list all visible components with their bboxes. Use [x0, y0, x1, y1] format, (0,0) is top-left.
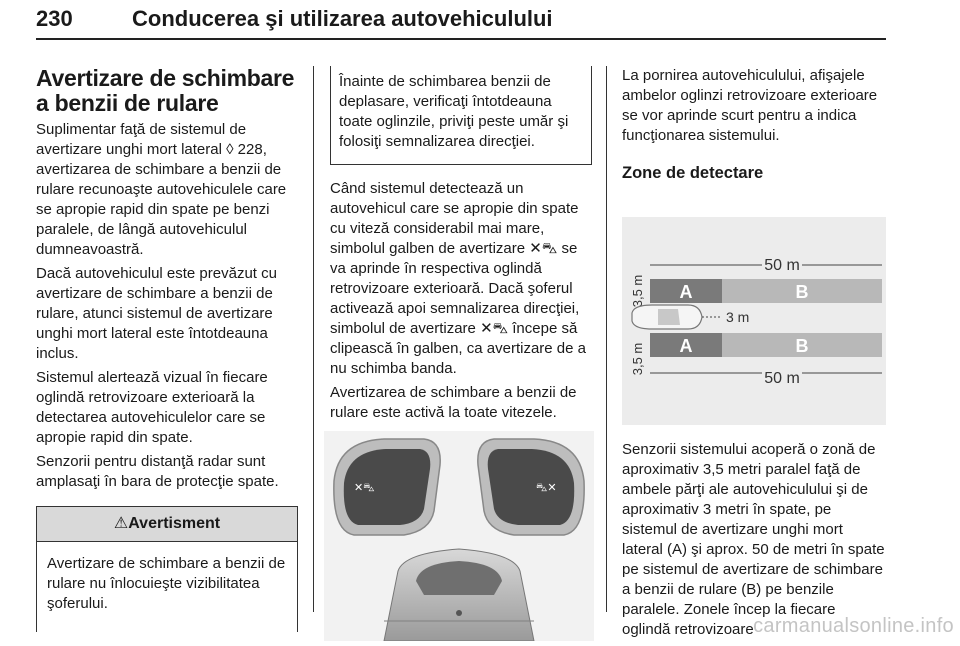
column-middle	[330, 66, 592, 646]
zone-a-label: A	[679, 282, 693, 302]
warning-box	[36, 506, 298, 632]
paragraph: Când sistemul detectează un autovehicul care se apropie din spate cu viteză considerabil mai mare, simbolul galben de avertizare ✕⛍ se va aprinde în respectiva oglindă retrovizoare exterioară. Dacă şoferul activează apoi semnalizarea direcţiei, simbolul de avertizare ✕⛍ începe să clipească în galben, ca avertizare de a nu schimba banda.	[330, 180, 586, 377]
page-header	[36, 4, 886, 44]
mirrors-illustration	[324, 431, 592, 646]
mirrors-image	[324, 431, 594, 641]
subsection-heading: Zone de detectare	[622, 164, 764, 182]
watermark: carmanualsonline.info	[753, 615, 954, 637]
warning-title: Avertisment	[128, 515, 221, 532]
paragraph: Avertizarea de schimbare a benzii de rulare este activă la toate vitezele.	[330, 384, 577, 421]
dist-35-bottom: 3,5 m	[630, 342, 645, 376]
paragraph: Suplimentar faţă de sistemul de avertizare unghi mort lateral ◊ 228, avertizarea de schimbare a benzii de rulare recunoaşte autovehiculele care se apropie rapid din spate pe benzi paralele, de lângă autovehiculul dumneavoastră.	[36, 121, 287, 258]
warning-text: Avertizare de schimbare a benzii de rulare nu înlocuieşte vizibilitatea şoferului.	[47, 555, 286, 612]
column-divider	[606, 66, 607, 612]
chapter-title: Conducerea şi utilizarea autovehiculului	[132, 6, 553, 31]
paragraph: Senzorii pentru distanţă radar sunt amplasaţi în bara de protecţie spate.	[36, 453, 279, 490]
section-heading: Avertizare de schimbare a benzii de rulare	[36, 65, 295, 116]
column-divider	[313, 66, 314, 612]
column-left	[36, 66, 298, 632]
zone-a-label: A	[679, 336, 693, 356]
paragraph: Dacă autovehiculul este prevăzut cu avertizare de schimbare a benzii de rulare, atunci sistemul de avertizare unghi mort lateral este întotdeauna inclus.	[36, 265, 277, 362]
header-rule	[36, 38, 886, 40]
paragraph: Sistemul alertează vizual în fiecare oglindă retrovizoare exterioară la detectarea autovehiculelor care se apropie rapid din spate.	[36, 369, 268, 446]
detection-zones-diagram	[622, 217, 886, 430]
dist-3: 3 m	[726, 309, 750, 325]
page-number: 230	[36, 6, 73, 31]
paragraph: Senzorii sistemului acoperă o zonă de aproximativ 3,5 metri paralel faţă de ambele părţi ale autovehiculului şi de aproximativ 3 metri în spate, pe sistemul de avertizare unghi mort lateral (A) şi aprox. 50 de metri în spate pe sistemul de avertizare de schimbare a benzii de rulare (B) pe benzile paralele. Zonele încep la fiecare oglindă retrovizoare	[622, 441, 885, 638]
note-text: Înainte de schimbarea benzii de deplasare, verificaţi întotdeauna toate oglinzile, priviţi peste umăr şi folosiţi semnalizarea direcţiei.	[339, 73, 569, 150]
zone-b-label: B	[795, 282, 809, 302]
warning-symbol-icon: ✕⛍	[354, 481, 375, 494]
paragraph: La pornirea autovehiculului, afişajele ambelor oglinzi retrovizoare exterioare se vor aprinde scurt pentru a indica funcţionarea sistemului.	[622, 67, 878, 144]
zone-b-label: B	[795, 336, 809, 356]
zones-image	[622, 217, 886, 425]
warning-icon: ⚠	[113, 515, 129, 532]
warning-symbol-icon: ⛍✕	[536, 481, 557, 494]
note-box	[330, 66, 592, 165]
dist-35-top: 3,5 m	[630, 274, 645, 308]
warning-header	[37, 507, 297, 542]
dist-50-bottom: 50 m	[764, 370, 800, 387]
column-right	[622, 66, 886, 644]
dist-50-top: 50 m	[764, 257, 800, 274]
